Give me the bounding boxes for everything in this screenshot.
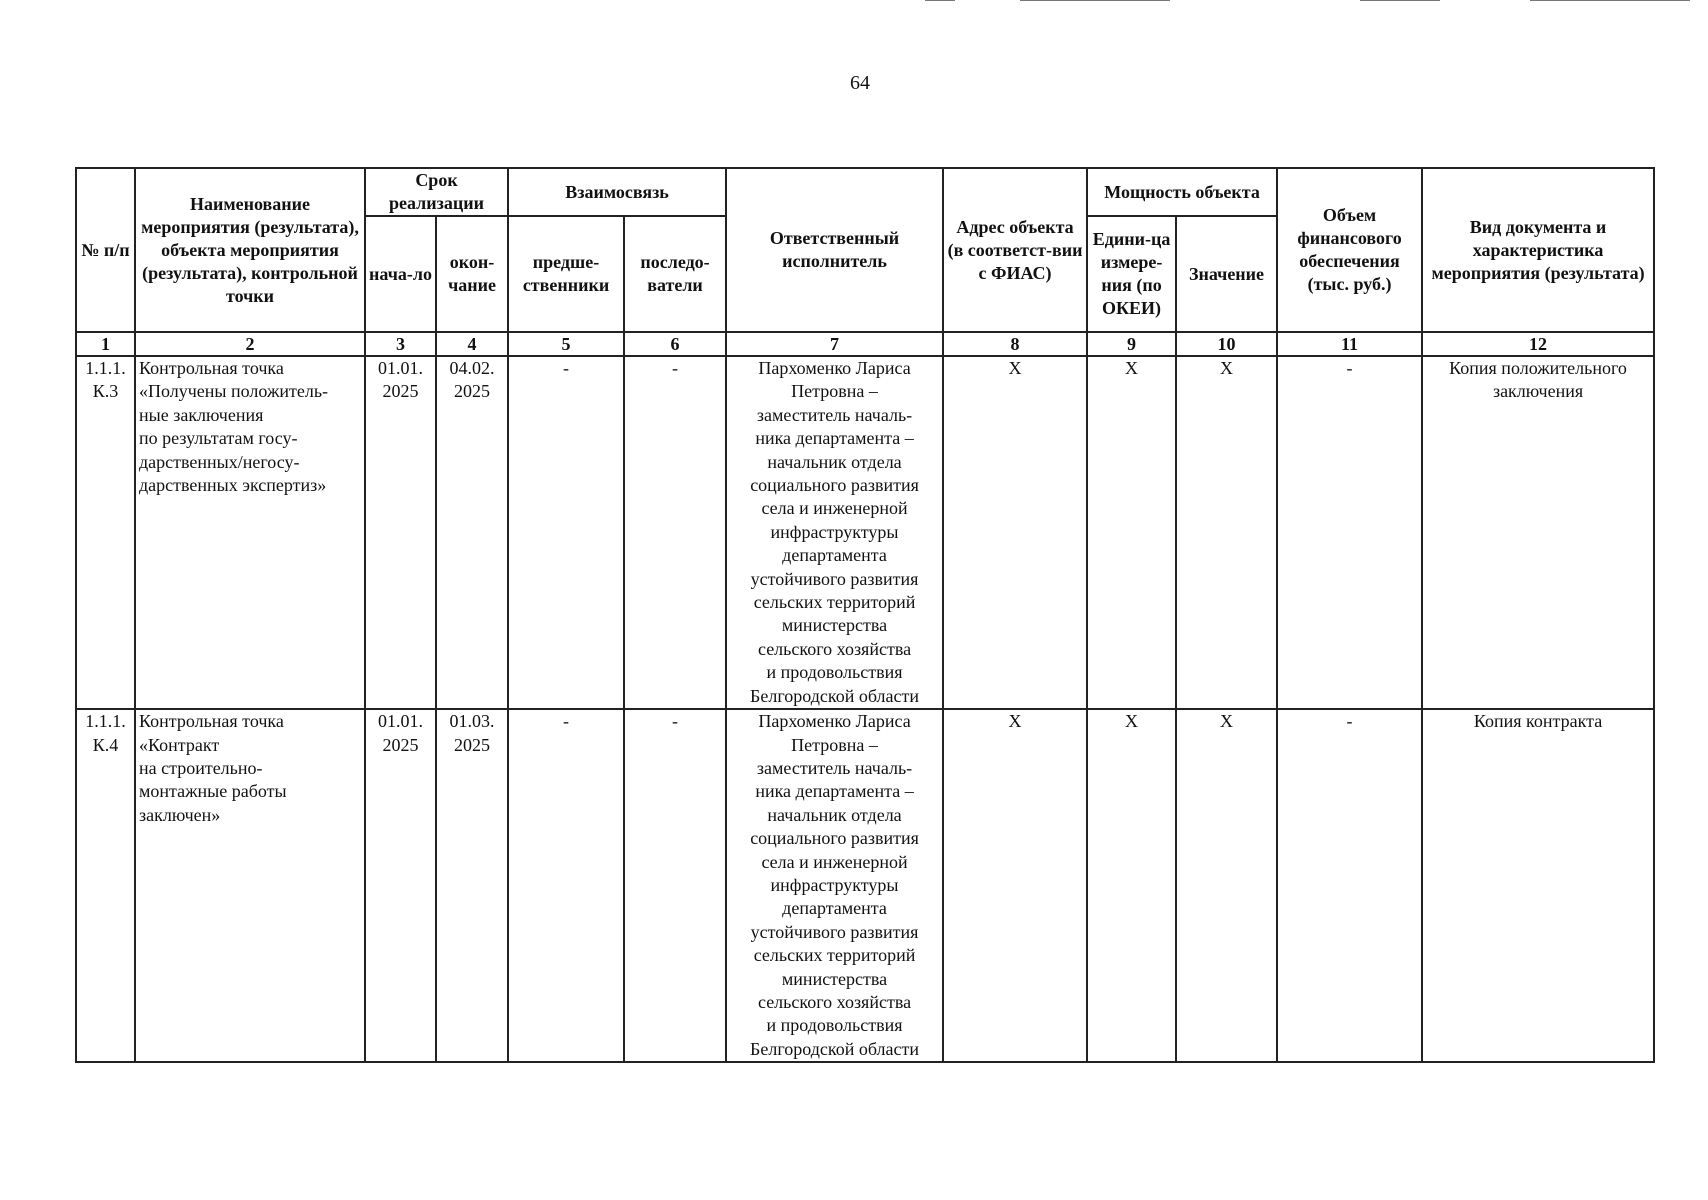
row-responsible-line: сельских территорий	[753, 592, 916, 613]
row-number	[76, 356, 135, 709]
row-start-date-line: 2025	[382, 381, 419, 402]
row-responsible-line: социального развития	[750, 475, 919, 496]
row-start-date	[365, 356, 436, 709]
scan-artifact	[925, 0, 955, 1]
header-name: Наименование мероприятия (результата), объекта мероприятия (результата), контрольной точки	[135, 168, 365, 332]
page-number: 64	[850, 72, 870, 94]
row-responsible-line: министерства	[781, 615, 888, 636]
header-term-start: нача-ло	[365, 216, 436, 332]
row-responsible-line: Пархоменко Лариса	[758, 358, 911, 378]
header-address: Адрес объекта (в соответст-вии с ФИАС)	[943, 168, 1087, 332]
column-number: 4	[436, 332, 508, 356]
column-number: 1	[76, 332, 135, 356]
header-link-next: последо-ватели	[624, 216, 726, 332]
table-body	[76, 356, 1654, 1062]
header-link-prev: предше-ственники	[508, 216, 624, 332]
column-number: 8	[943, 332, 1087, 356]
row-number-line: 1.1.1.	[85, 358, 126, 378]
row-responsible-line: департамента	[782, 898, 887, 919]
row-responsible-line: села и инженерной	[761, 498, 908, 519]
row-responsible-line: заместитель началь-	[756, 757, 913, 778]
row-responsible-line: министерства	[781, 968, 888, 989]
row-number-line: 1.1.1.	[85, 711, 126, 732]
row-start-date-line: 2025	[382, 734, 419, 755]
row-name-line: по результатам госу-	[139, 428, 298, 449]
row-responsible-line: заместитель началь-	[756, 404, 913, 425]
row-responsible-line: департамента	[782, 545, 887, 566]
row-responsible-line: начальник отдела	[767, 451, 902, 472]
column-number: 11	[1277, 332, 1422, 356]
header-capacity-unit: Едини-ца измере-ния (по ОКЕИ)	[1087, 216, 1176, 332]
row-value: X	[1176, 356, 1277, 709]
row-responsible-line: и продовольствия	[766, 1015, 903, 1036]
scan-artifact	[1360, 0, 1440, 1]
row-responsible-line: и продовольствия	[766, 662, 903, 683]
header-finance: Объем финансового обеспечения (тыс. руб.)	[1277, 168, 1422, 332]
row-unit: X	[1087, 356, 1176, 709]
row-number	[76, 709, 135, 1062]
row-name-line: дарственных экспертиз»	[139, 475, 327, 496]
header-link: Взаимосвязь	[508, 168, 726, 216]
column-number: 3	[365, 332, 436, 356]
row-responsible-line: сельских территорий	[753, 945, 916, 966]
row-successors: -	[624, 709, 726, 1062]
row-successors: -	[624, 356, 726, 709]
header-document: Вид документа и характеристика мероприятия (результата)	[1422, 168, 1654, 332]
scan-artifact	[1530, 0, 1690, 1]
row-responsible-line: начальник отдела	[767, 804, 902, 825]
column-numbers-row	[76, 332, 1654, 356]
row-unit: X	[1087, 709, 1176, 1062]
row-document-line: Копия контракта	[1473, 711, 1603, 732]
table-header	[76, 168, 1654, 332]
scan-artifact	[1020, 0, 1170, 1]
header-term-end: окон-чание	[436, 216, 508, 332]
row-name-line: Контрольная точка	[139, 711, 284, 732]
row-end-date	[436, 356, 508, 709]
row-name-line: монтажные работы	[139, 781, 287, 802]
column-number: 2	[135, 332, 365, 356]
table-row	[76, 356, 1654, 709]
column-number: 9	[1087, 332, 1176, 356]
row-responsible-line: Петровна –	[791, 381, 878, 402]
row-start-date-line: 01.01.	[378, 711, 423, 732]
row-end-date-line: 2025	[454, 381, 490, 402]
row-name-line: дарственных/негосу-	[139, 451, 300, 472]
table-row	[76, 709, 1654, 1062]
row-name-line: «Контракт	[139, 734, 220, 755]
row-address: X	[943, 356, 1087, 709]
column-number: 5	[508, 332, 624, 356]
events-table	[75, 167, 1655, 1063]
row-responsible-line: Белгородской области	[750, 685, 920, 706]
row-name-line: заключен»	[139, 804, 221, 825]
row-responsible-line: устойчивого развития	[750, 568, 919, 589]
row-name-line: «Получены положитель-	[139, 381, 329, 402]
row-finance: -	[1277, 356, 1422, 709]
header-number: № п/п	[76, 168, 135, 332]
header-responsible: Ответственный исполнитель	[726, 168, 943, 332]
header-capacity: Мощность объекта	[1087, 168, 1277, 216]
row-name	[135, 709, 365, 1062]
row-name	[135, 356, 365, 709]
row-predecessors: -	[508, 709, 624, 1062]
row-predecessors: -	[508, 356, 624, 709]
row-responsible-line: сельского хозяйства	[757, 638, 912, 659]
column-number: 6	[624, 332, 726, 356]
row-document	[1422, 709, 1654, 1062]
row-number-line: К.3	[92, 381, 119, 402]
header-term: Срок реализации	[365, 168, 508, 216]
row-end-date-line: 04.02.	[449, 358, 495, 378]
row-document-line: заключения	[1492, 381, 1584, 402]
row-responsible-line: инфраструктуры	[770, 521, 899, 542]
row-end-date	[436, 709, 508, 1062]
column-number: 12	[1422, 332, 1654, 356]
row-responsible	[726, 709, 943, 1062]
row-responsible-line: села и инженерной	[761, 851, 908, 872]
row-responsible-line: устойчивого развития	[750, 921, 919, 942]
header-capacity-value: Значение	[1176, 216, 1277, 332]
row-responsible-line: инфраструктуры	[770, 874, 899, 895]
row-name-line: ные заключения	[139, 404, 264, 425]
row-name-line: Контрольная точка	[139, 358, 284, 378]
row-responsible	[726, 356, 943, 709]
row-responsible-line: ника департамента –	[755, 428, 914, 449]
row-responsible-line: Белгородской области	[750, 1038, 920, 1059]
row-responsible-line: сельского хозяйства	[757, 991, 912, 1012]
row-end-date-line: 2025	[454, 734, 490, 755]
row-value: X	[1176, 709, 1277, 1062]
row-end-date-line: 01.03.	[449, 711, 495, 732]
row-document-line: Копия положительного	[1449, 358, 1627, 378]
row-responsible-line: Петровна –	[791, 734, 878, 755]
row-number-line: К.4	[92, 734, 119, 755]
row-finance: -	[1277, 709, 1422, 1062]
row-name-line: на строительно-	[139, 757, 263, 778]
row-address: X	[943, 709, 1087, 1062]
row-start-date-line: 01.01.	[378, 358, 423, 378]
row-responsible-line: ника департамента –	[755, 781, 914, 802]
row-responsible-line: социального развития	[750, 828, 919, 849]
column-number: 7	[726, 332, 943, 356]
row-document	[1422, 356, 1654, 709]
column-number: 10	[1176, 332, 1277, 356]
row-responsible-line: Пархоменко Лариса	[758, 711, 911, 732]
row-start-date	[365, 709, 436, 1062]
